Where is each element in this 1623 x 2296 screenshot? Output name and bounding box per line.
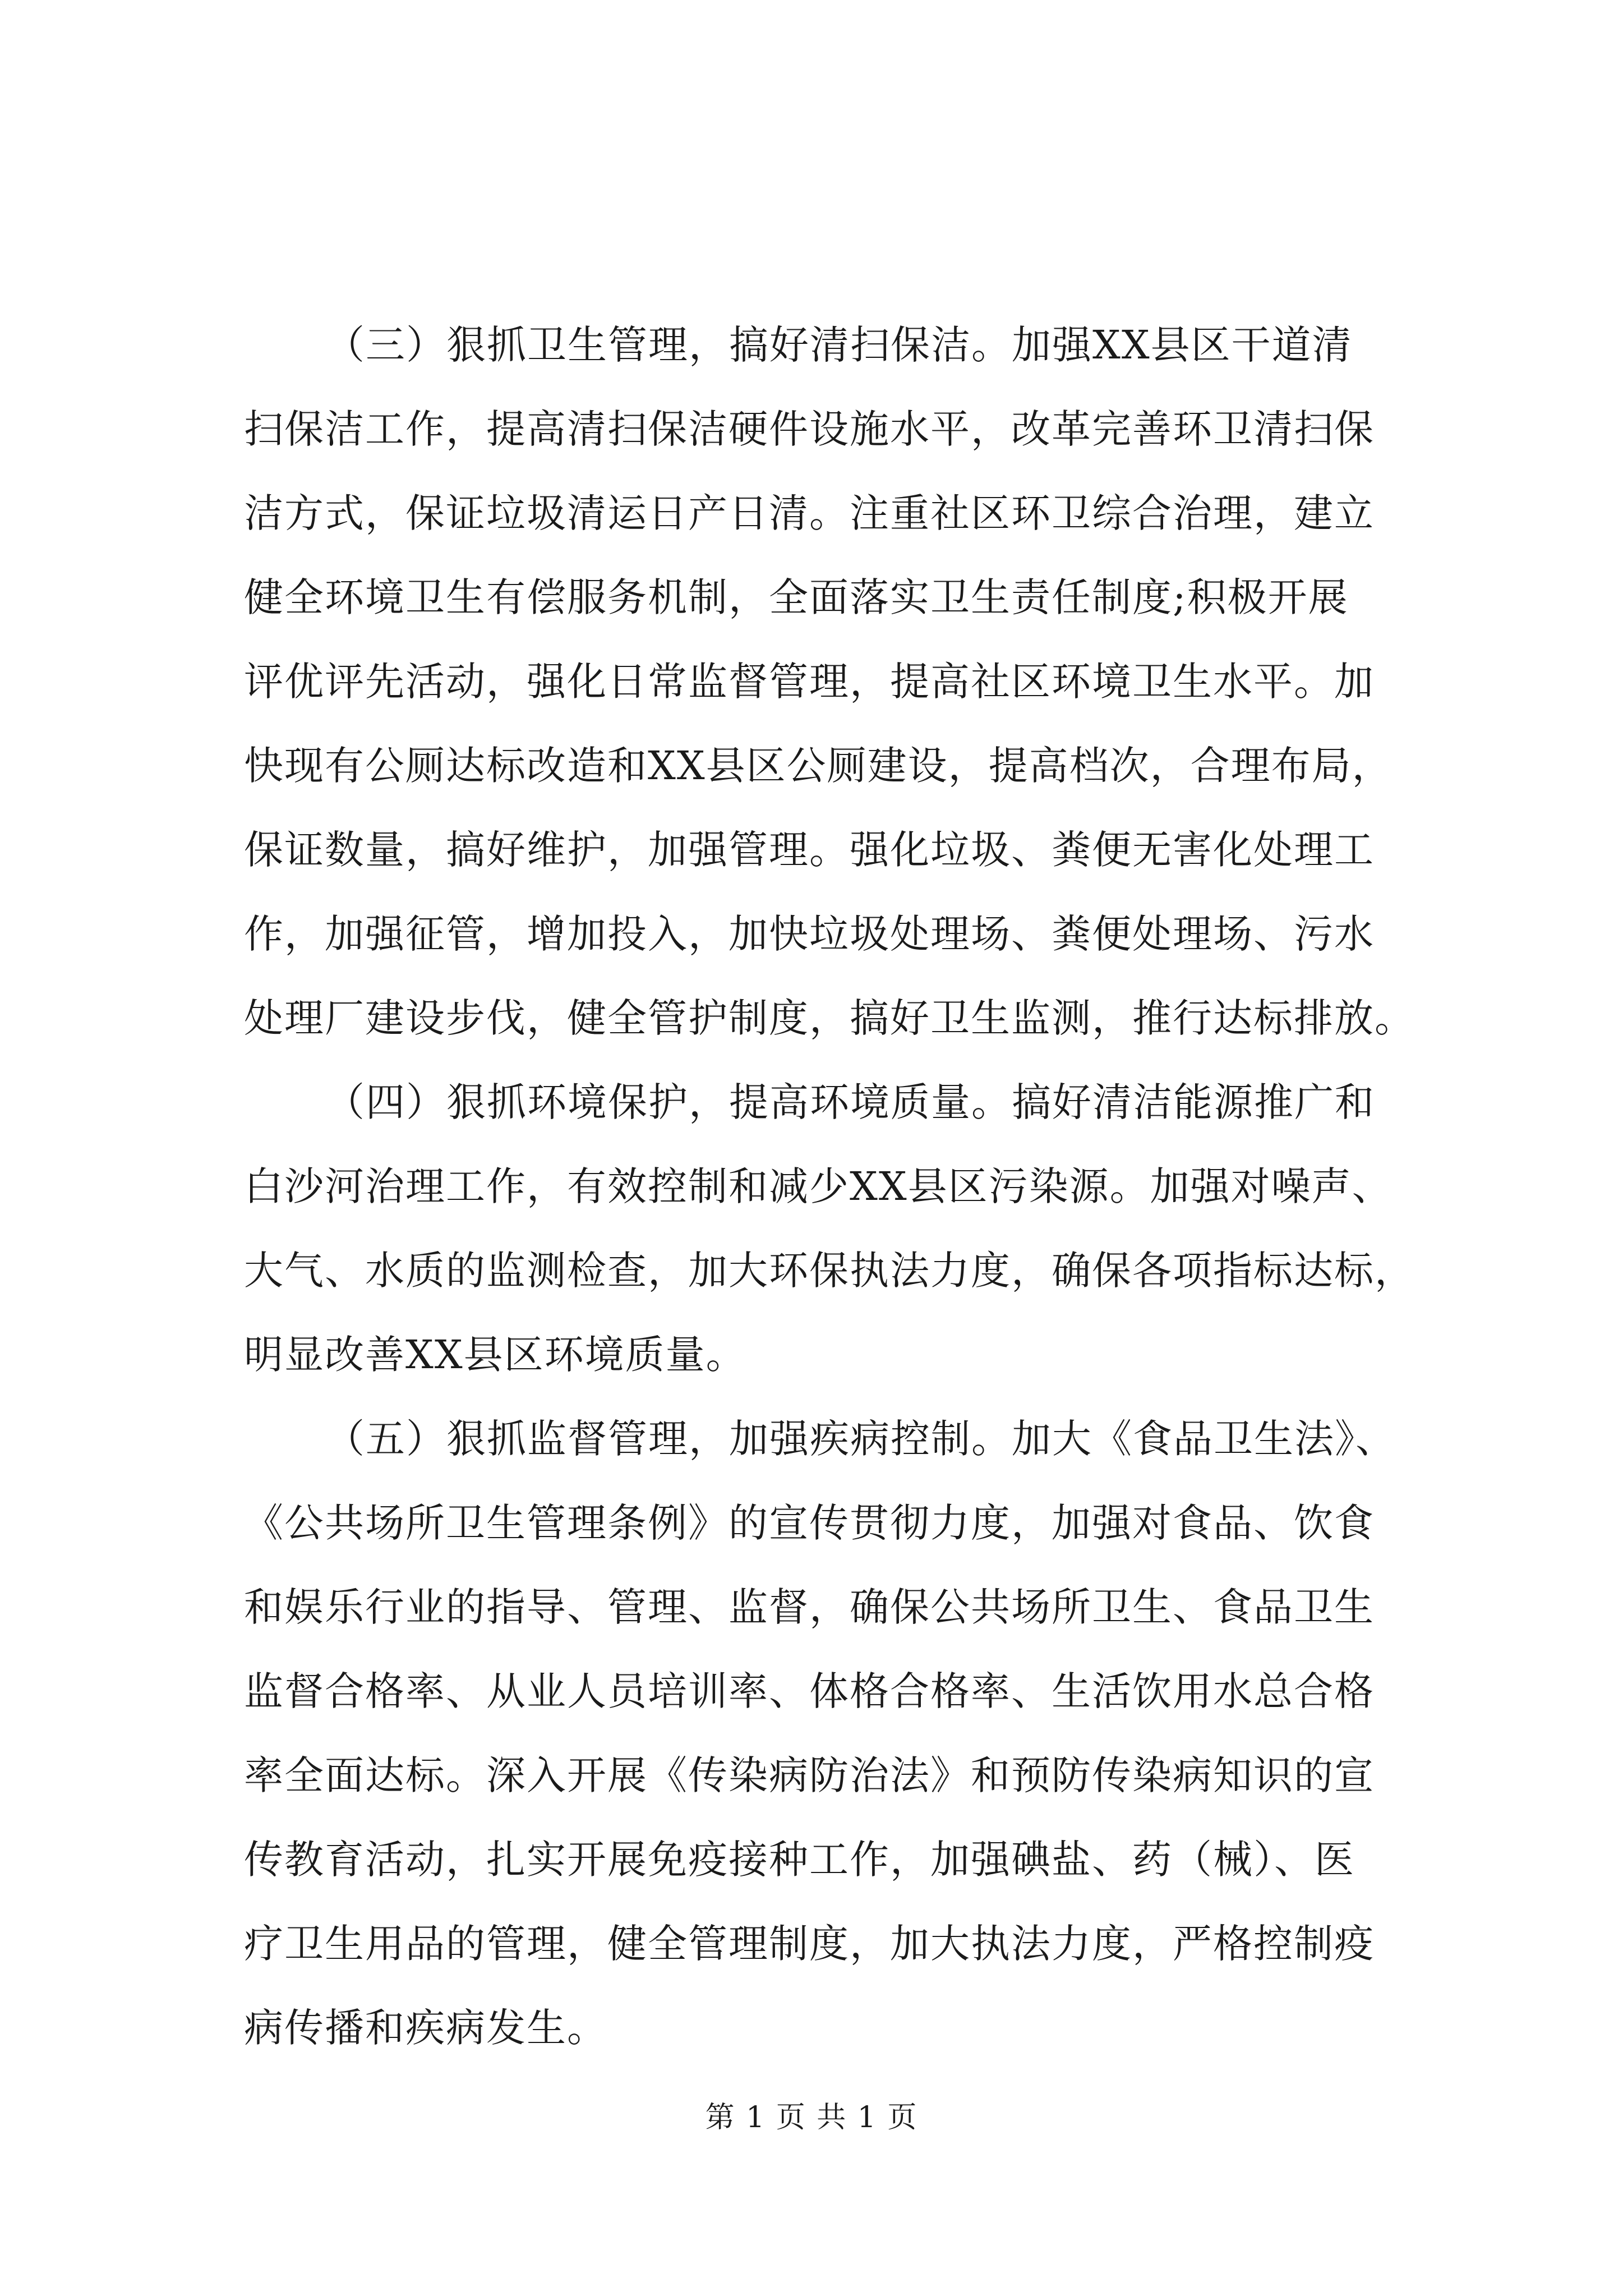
paragraph-line: 疗卫生用品的管理，健全管理制度，加大执法力度，严格控制疫 — [244, 1921, 1375, 1967]
page-footer — [0, 2095, 1623, 2140]
paragraph-line: 大气、水质的监测检查，加大环保执法力度，确保各项指标达标， — [244, 1248, 1415, 1294]
paragraph-line: 率全面达标。深入开展《传染病防治法》和预防传染病知识的宣 — [244, 1752, 1375, 1798]
paragraph-line: 处理厂建设步伐，健全管护制度，搞好卫生监测，推行达标排放。 — [244, 995, 1415, 1041]
paragraph-line: 白沙河治理工作，有效控制和减少XX县区污染源。加强对噪声、 — [244, 1163, 1393, 1209]
paragraph-line: （四）狠抓环境保护，提高环境质量。搞好清洁能源推广和 — [325, 1079, 1375, 1125]
paragraph-line: 扫保洁工作，提高清扫保洁硬件设施水平，改革完善环卫清扫保 — [244, 406, 1375, 452]
paragraph-line: 《公共场所卫生管理条例》的宣传贯彻力度，加强对食品、饮食 — [244, 1500, 1375, 1546]
paragraph-line: 健全环境卫生有偿服务机制，全面落实卫生责任制度;积极开展 — [244, 574, 1349, 620]
page-number-label: 第 1 页 共 1 页 — [705, 2101, 918, 2134]
paragraph-line: 监督合格率、从业人员培训率、体格合格率、生活饮用水总合格 — [244, 1668, 1375, 1714]
paragraph-line: 洁方式，保证垃圾清运日产日清。注重社区环卫综合治理，建立 — [244, 490, 1375, 536]
paragraph-line: 快现有公厕达标改造和XX县区公厕建设，提高档次，合理布局， — [244, 743, 1393, 789]
paragraph-line: 传教育活动，扎实开展免疫接种工作，加强碘盐、药（械）、医 — [244, 1837, 1355, 1883]
paragraph-line: 和娱乐行业的指导、管理、监督，确保公共场所卫生、食品卫生 — [244, 1584, 1375, 1630]
paragraph-line: （三）狠抓卫生管理，搞好清扫保洁。加强XX县区干道清 — [325, 322, 1353, 368]
paragraph-line: （五）狠抓监督管理，加强疾病控制。加大《食品卫生法》、 — [325, 1416, 1396, 1462]
document-body — [244, 303, 1427, 2070]
paragraph-line: 病传播和疾病发生。 — [244, 2005, 607, 2051]
paragraph-line: 作，加强征管，增加投入，加快垃圾处理场、粪便处理场、污水 — [244, 911, 1375, 957]
paragraph-line: 保证数量，搞好维护，加强管理。强化垃圾、粪便无害化处理工 — [244, 827, 1375, 873]
paragraph-line: 明显改善XX县区环境质量。 — [244, 1332, 746, 1378]
paragraph-line: 评优评先活动，强化日常监督管理，提高社区环境卫生水平。加 — [244, 659, 1375, 705]
